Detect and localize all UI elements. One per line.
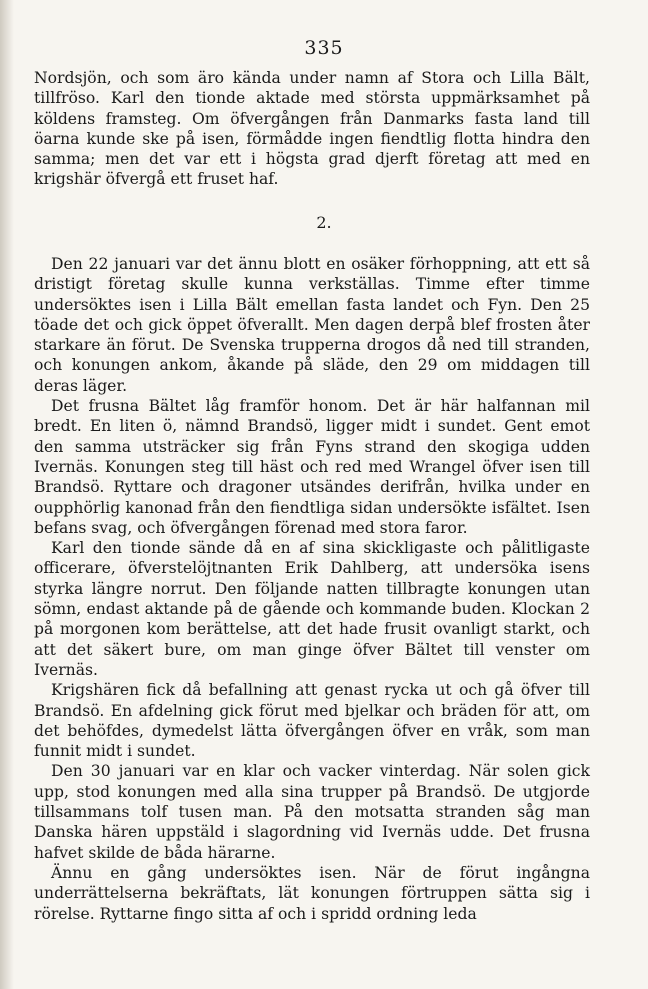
main-text-block [34, 254, 590, 924]
paragraph: Det frusna Bältet låg framför honom. Det är här halfannan mil bredt. En liten ö, nämnd Brandsö, ligger midt i sundet. Gent emot den samma utsträcker sig från Fyns strand den skogiga udden Ivernäs. Konungen steg till häst och red med Wrangel öfver isen till Brandsö. Ryttare och dragoner utsändes derifrån, hvilka under en oupphörlig kanonad från den fiendtliga sidan undersökte isfältet. Isen befans svag, och öfvergången förenad med stora faror. [34, 397, 590, 537]
intro-paragraph: Nordsjön, och som äro kända under namn af Stora och Lilla Bält, tillfröso. Karl den tionde aktade med största uppmärksamhet på köldens framsteg. Om öfvergången från Danmarks fasta land till öarna kunde ske på isen, förmådde ingen fiendtlig flotta hindra den samma; men det var ett i högsta grad djerft företag att med en krigshär öfvergå ett fruset haf. [34, 69, 590, 189]
paragraph: Den 22 januari var det ännu blott en osäker förhoppning, att ett så dristigt företag skulle kunna verkställas. Timme efter timme undersöktes isen i Lilla Bält emellan fasta landet och Fyn. Den 25 töade det och gick öppet öfverallt. Men dagen derpå blef frosten åter starkare än förut. De Svenska trupperna drogos då ned till stranden, och konungen ankom, åkande på släde, den 29 om middagen till deras läger. [34, 255, 590, 395]
section-number: 2. [316, 213, 332, 232]
paragraph: Karl den tionde sände då en af sina skickligaste och pålitligaste officerare, öfverstelöjtnanten Erik Dahlberg, att undersöka isens styrka längre norrut. Den följande natten tillbragte konungen utan sömn, endast aktande på de gående och kommande buden. Klockan 2 på morgonen kom berättelse, att det hade frusit ovanligt starkt, och att det säkert bure, om man ginge öfver Bältet till venster om Ivernäs. [34, 539, 590, 679]
paragraph: Den 30 januari var en klar och vacker vinterdag. När solen gick upp, stod konungen med alla sina trupper på Brandsö. De utgjorde tillsammans tolf tusen man. På den motsatta stranden såg man Danska hären uppstäld i slagordning vid Ivernäs udde. Det frusna hafvet skilde de båda härarne. [34, 762, 590, 862]
intro-text-block [34, 68, 590, 190]
paragraph: Krigshären fick då befallning att genast rycka ut och gå öfver till Brandsö. En afdelning gick förut med bjelkar och bräden för att, om det behöfdes, dymedelst lätta öfvergången öfver en vråk, som man funnit midt i sundet. [34, 681, 590, 761]
paragraph: Ännu en gång undersöktes isen. När de förut ingångna underrättelserna bekräftats, lät konungen förtruppen sätta sig i rörelse. Ryttarne fingo sitta af och i spridd ordning leda [34, 863, 590, 923]
page-gutter-shadow [0, 0, 14, 989]
page-number: 335 [304, 37, 344, 59]
